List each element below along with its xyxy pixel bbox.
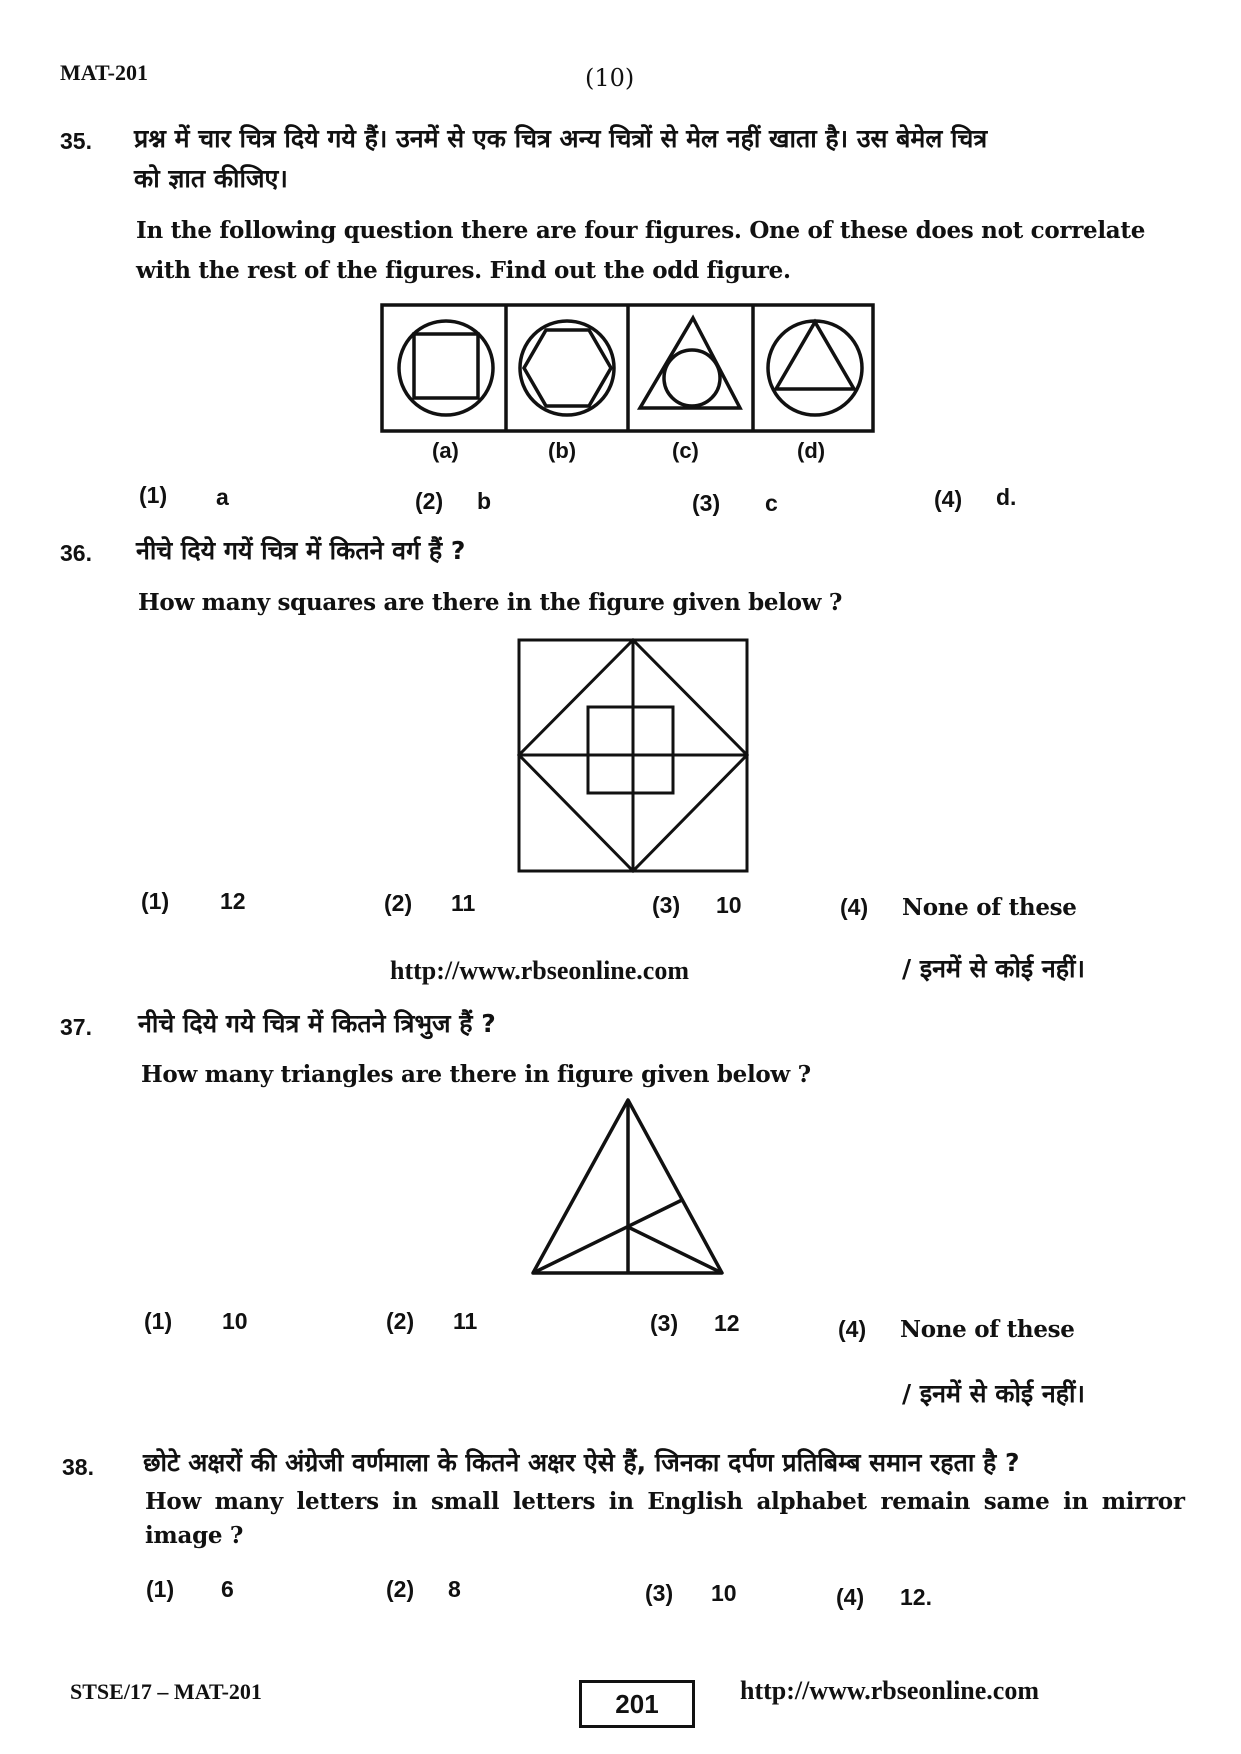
q37-option-3-value: 12 xyxy=(714,1310,740,1336)
q37-hindi-line1: नीचे दिये गये चित्र में कितने त्रिभुज हैं ? xyxy=(138,1009,496,1038)
q35-option-3-num: (3) xyxy=(692,490,721,516)
q37-option-2-value: 11 xyxy=(453,1308,478,1334)
q37-option-4-num: (4) xyxy=(838,1316,867,1342)
figure-label-a: (a) xyxy=(432,438,459,463)
figure-label-d: (d) xyxy=(797,438,826,463)
q38-option-3-num: (3) xyxy=(645,1580,674,1606)
q37-english-line1: How many triangles are there in figure given below ? xyxy=(141,1061,811,1088)
q35-option-2-value: b xyxy=(477,488,492,514)
q36-option-4-value: None of these xyxy=(902,894,1077,921)
watermark-url: http://www.rbseonline.com xyxy=(390,956,689,985)
q37-option-3-num: (3) xyxy=(650,1310,679,1336)
header-code: MAT-201 xyxy=(60,60,148,85)
q37-option-1-num: (1) xyxy=(144,1308,173,1334)
q35-option-4-num: (4) xyxy=(934,486,963,512)
q36-option-2-num: (2) xyxy=(384,890,413,916)
q38-option-2-value: 8 xyxy=(448,1576,461,1602)
q36-option-4-num: (4) xyxy=(840,894,869,920)
q35-option-1-num: (1) xyxy=(139,482,168,508)
q36-option-1-value: 12 xyxy=(220,888,246,914)
q38-option-3-value: 10 xyxy=(711,1580,737,1606)
q36-option-3-value: 10 xyxy=(716,892,742,918)
q36-option-3-num: (3) xyxy=(652,892,681,918)
q36-option-1-num: (1) xyxy=(141,888,170,914)
figure-label-b: (b) xyxy=(548,438,577,463)
q36-english-line1: How many squares are there in the figure given below ? xyxy=(138,589,843,616)
q38-option-4-num: (4) xyxy=(836,1584,865,1610)
q35-english-line1: In the following question there are four figures. One of these does not correlate xyxy=(136,217,1146,244)
q38-option-4-value: 12. xyxy=(900,1584,932,1610)
q37-option-4-hindi: / इनमें से कोई नहीं। xyxy=(902,1379,1085,1408)
q36-option-2-value: 11 xyxy=(451,890,476,916)
q37-number: 37. xyxy=(60,1014,92,1040)
q35-option-2-num: (2) xyxy=(415,488,444,514)
q35-hindi-line2: को ज्ञात कीजिए। xyxy=(134,164,288,193)
q35-option-1-value: a xyxy=(216,484,229,510)
q38-hindi-line1: छोटे अक्षरों की अंग्रेजी वर्णमाला के कितने अक्षर ऐसे हैं, जिनका दर्पण प्रतिबिम्ब समान रहता है ? xyxy=(143,1448,1020,1477)
q36-number: 36. xyxy=(60,540,92,566)
q37-option-2-num: (2) xyxy=(386,1308,415,1334)
q37-option-4-value: None of these xyxy=(900,1316,1075,1343)
page-number: (10) xyxy=(585,64,635,92)
q35-option-3-value: c xyxy=(765,490,778,516)
q35-english-line2: with the rest of the figures. Find out the odd figure. xyxy=(136,257,791,284)
figure-label-c: (c) xyxy=(672,438,699,463)
q38-option-1-num: (1) xyxy=(146,1576,175,1602)
q38-option-2-num: (2) xyxy=(386,1576,415,1602)
q38-number: 38. xyxy=(62,1454,94,1480)
q36-hindi-line1: नीचे दिये गयें चित्र में कितने वर्ग हैं ? xyxy=(136,536,466,565)
q35-option-4-value: d. xyxy=(996,484,1017,510)
q37-option-1-value: 10 xyxy=(222,1308,248,1334)
q38-english-line1: How many letters in small letters in English alphabet remain same in mirror xyxy=(145,1488,1185,1515)
footer-page-box: 201 xyxy=(579,1680,695,1728)
q38-english-line2: image ? xyxy=(145,1522,244,1549)
footer-code: STSE/17 – MAT-201 xyxy=(70,1679,262,1704)
q36-option-4-hindi: / इनमें से कोई नहीं। xyxy=(902,954,1085,983)
q35-number: 35. xyxy=(60,128,92,154)
footer-url: http://www.rbseonline.com xyxy=(740,1676,1039,1705)
q38-option-1-value: 6 xyxy=(221,1576,234,1602)
q35-hindi-line1: प्रश्न में चार चित्र दिये गये हैं। उनमें से एक चित्र अन्य चित्रों से मेल नहीं खाता है। उस बेमेल चित्र xyxy=(134,124,988,153)
